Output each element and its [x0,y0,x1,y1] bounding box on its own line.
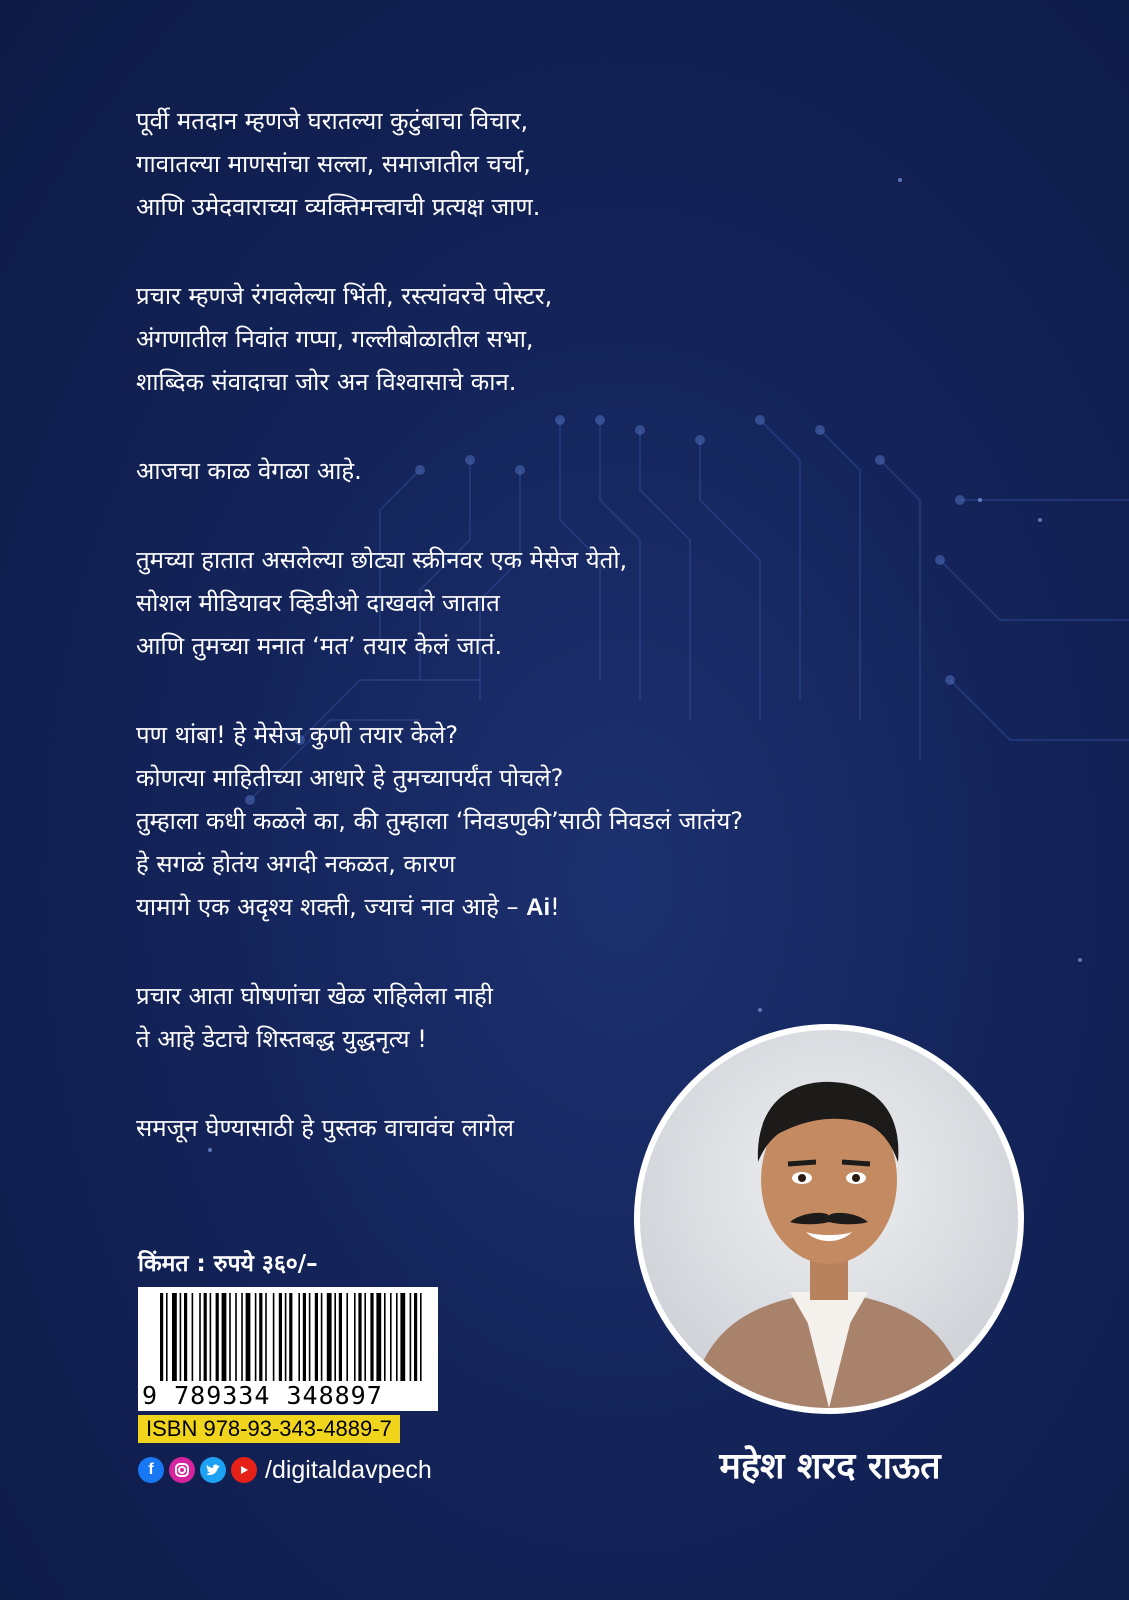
text-line: पण थांबा! हे मेसेज कुणी तयार केले? [136,721,459,749]
paragraph-5 [136,714,996,929]
social-links [138,1455,432,1485]
paragraph-1 [136,100,996,229]
author-portrait [634,1024,1024,1414]
paragraph-4 [136,539,996,668]
text-line: शाब्दिक संवादाचा जोर अन विश्वासाचे कान. [136,368,517,396]
ai-word: Ai [526,894,551,921]
text-line: आजचा काळ वेगळा आहे. [136,457,362,485]
text-line: ते आहे डेटाचे शिस्तबद्ध युद्धनृत्य ! [136,1025,427,1053]
youtube-icon[interactable] [231,1457,257,1483]
text-line: हे सगळं होतंय अगदी नकळत, कारण [136,850,456,878]
author-photo [640,1030,1018,1408]
text-line: समजून घेण्यासाठी हे पुस्तक वाचावंच लागेल [136,1114,514,1142]
ai-line [136,886,996,929]
text-line: प्रचार आता घोषणांचा खेळ राहिलेला नाही [136,982,493,1010]
ai-line-suffix: ! [550,893,560,921]
text-line: तुम्हाला कधी कळले का, की तुम्हाला ‘निवडणुकी’साठी निवडलं जातंय? [136,807,743,835]
paragraph-3 [136,450,996,493]
author-name: महेश शरद राऊत [719,1446,941,1487]
social-handle[interactable]: /digitaldavpech [265,1455,432,1484]
text-line: तुमच्या हातात असलेल्या छोट्या स्क्रीनवर एक मेसेज येतो, [136,546,628,574]
text-line: कोणत्या माहितीच्या आधारे हे तुमच्यापर्यंत पोचले? [136,764,564,792]
text-line: प्रचार म्हणजे रंगवलेल्या भिंती, रस्त्यांवरचे पोस्टर, [136,282,553,310]
text-line: सोशल मीडियावर व्हिडीओ दाखवले जातात [136,589,500,617]
twitter-icon[interactable] [200,1457,226,1483]
barcode [138,1287,438,1411]
isbn-label: ISBN 978-93-343-4889-7 [138,1415,400,1443]
text-line: पूर्वी मतदान म्हणजे घरातल्या कुटुंबाचा विचार, [136,107,529,135]
instagram-icon[interactable] [169,1457,195,1483]
paragraph-2 [136,275,996,404]
text-line: गावातल्या माणसांचा सल्ला, समाजातील चर्चा, [136,150,531,178]
barcode-bars [138,1287,438,1387]
text-line: अंगणातील निवांत गप्पा, गल्लीबोळातील सभा, [136,325,534,353]
text-line: आणि तुमच्या मनात ‘मत’ तयार केलं जातं. [136,632,503,660]
text-line: आणि उमेदवाराच्या व्यक्तिमत्त्वाची प्रत्यक्ष जाण. [136,193,541,221]
barcode-digits: 9 789334 348897 [142,1381,383,1410]
facebook-icon[interactable]: f [138,1457,164,1483]
price-label: किंमत : रुपये ३६०/– [138,1251,318,1277]
ai-line-prefix: यामागे एक अदृश्य शक्ती, ज्याचं नाव आहे – [136,893,527,921]
